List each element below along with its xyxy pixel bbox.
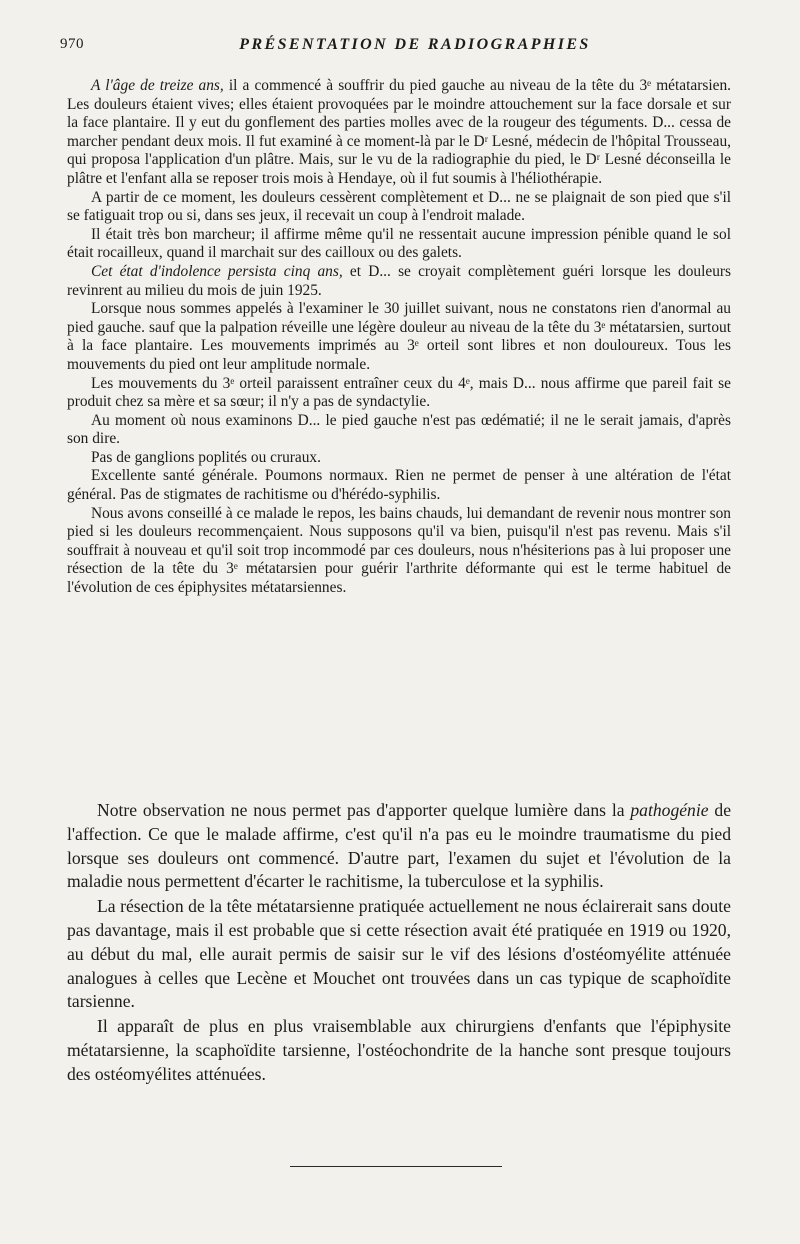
observation-paragraph: Excellente santé générale. Poumons normaux. Rien ne permet de penser à une altération de l'état général. Pas de stigmates de rachitisme ou d'hérédo-syphilis. bbox=[67, 467, 731, 504]
observation-paragraph: Nous avons conseillé à ce malade le repos, les bains chauds, lui demandant de revenir nous montrer son pied si les douleurs recommençaient. Nous supposons qu'il va bien, puisqu'il n'est pas revenu. Mais s'il souffrait à nouveau et qu'il soit trop incommodé par ces douleurs, nous n'hésiterions pas à lui proposer une résection de la tête du 3ᵉ métatarsien pour guérir l'arthrite déformante qui est le terme habituel de l'évolution de ces épiphysites métatarsiennes. bbox=[67, 504, 731, 597]
italic-term: pathogénie bbox=[630, 800, 709, 820]
page-number: 970 bbox=[60, 36, 84, 52]
running-title: PRÉSENTATION DE RADIOGRAPHIES bbox=[239, 36, 591, 53]
observation-paragraph: Lorsque nous sommes appelés à l'examiner le 30 juillet suivant, nous ne constatons rien d'anormal au pied gauche. sauf que la palpation réveille une légère douleur au niveau de la tête du 3ᵉ métatarsien, surtout à la face plantaire. Les mouvements imprimés au 3ᵉ orteil sont libres et non douloureux. Tous les mouvements du pied ont leur amplitude normale. bbox=[67, 300, 731, 373]
italic-lead: Cet état d'indolence persista cinq ans, bbox=[91, 262, 343, 280]
discussion-paragraph: Notre observation ne nous permet pas d'apporter quelque lumière dans la pathogénie de l'affection. Ce que le malade affirme, c'est qu'il n'a pas eu le moindre traumatisme du pied lorsque ses douleurs ont commencé. D'autre part, l'examen du sujet et l'évolution de la maladie nous permettent d'écarter le rachitisme, la tuberculose et la syphilis. bbox=[67, 800, 731, 892]
page-header bbox=[60, 36, 740, 58]
observation-paragraph: Cet état d'indolence persista cinq ans, et D... se croyait complètement guéri lorsque les douleurs revinrent au milieu du mois de juin 1925. bbox=[67, 262, 731, 299]
discussion-paragraph: Il apparaît de plus en plus vraisemblable aux chirurgiens d'enfants que l'épiphysite métatarsienne, la scaphoïdite tarsienne, l'ostéochondrite de la hanche sont presque toujours des ostéomyélites atténuées. bbox=[67, 1016, 731, 1084]
observation-paragraph: A partir de ce moment, les douleurs cessèrent complètement et D... ne se plaignait de son pied que s'il se fatiguait trop ou si, dans ses jeux, il recevait un coup à l'endroit malade. bbox=[67, 188, 731, 225]
closing-rule bbox=[290, 1166, 502, 1167]
discussion-text bbox=[67, 799, 731, 1087]
observation-paragraph: Les mouvements du 3ᵉ orteil paraissent entraîner ceux du 4ᵉ, mais D... nous affirme que pareil fait se produit chez sa mère et sa sœur; il n'y a pas de syndactylie. bbox=[67, 374, 731, 411]
case-observation bbox=[67, 77, 731, 598]
observation-paragraph: A l'âge de treize ans, il a commencé à souffrir du pied gauche au niveau de la tête du 3ᵉ métatarsien. Les douleurs étaient vives; elles étaient provoquées par le moindre attouchement sur la face dorsale et sur la face plantaire. Il y eut du gonflement des parties molles avec de la rougeur des téguments. D... cessa de marcher pendant deux mois. Il fut examiné à ce moment-là par le Dʳ Lesné, médecin de l'hôpital Trousseau, qui proposa l'application d'un plâtre. Mais, sur le vu de la radiographie du pied, le Dʳ Lesné déconseilla le plâtre et l'enfant alla se reposer trois mois à Hendaye, où il fut soumis à l'héliothérapie. bbox=[67, 77, 731, 187]
observation-paragraph: Il était très bon marcheur; il affirme même qu'il ne ressentait aucune impression pénible quand le sol était rocailleux, quand il marchait sur des cailloux ou des galets. bbox=[67, 225, 731, 262]
observation-paragraph: Au moment où nous examinons D... le pied gauche n'est pas œdématié; il ne le serait jamais, d'après son dire. bbox=[67, 411, 731, 448]
observation-paragraph: Pas de ganglions poplités ou cruraux. bbox=[91, 448, 321, 466]
discussion-paragraph: La résection de la tête métatarsienne pratiquée actuellement ne nous éclairerait sans doute pas davantage, mais il est probable que si cette résection avait été pratiquée en 1919 ou 1920, au début du mal, elle aurait permis de saisir sur le vif des lésions d'ostéomyélite atténuée analogues à celles que Lecène et Mouchet ont trouvées dans un cas typique de scaphoïdite tarsienne. bbox=[67, 896, 731, 1012]
italic-lead: A l'âge de treize ans, bbox=[91, 77, 224, 94]
